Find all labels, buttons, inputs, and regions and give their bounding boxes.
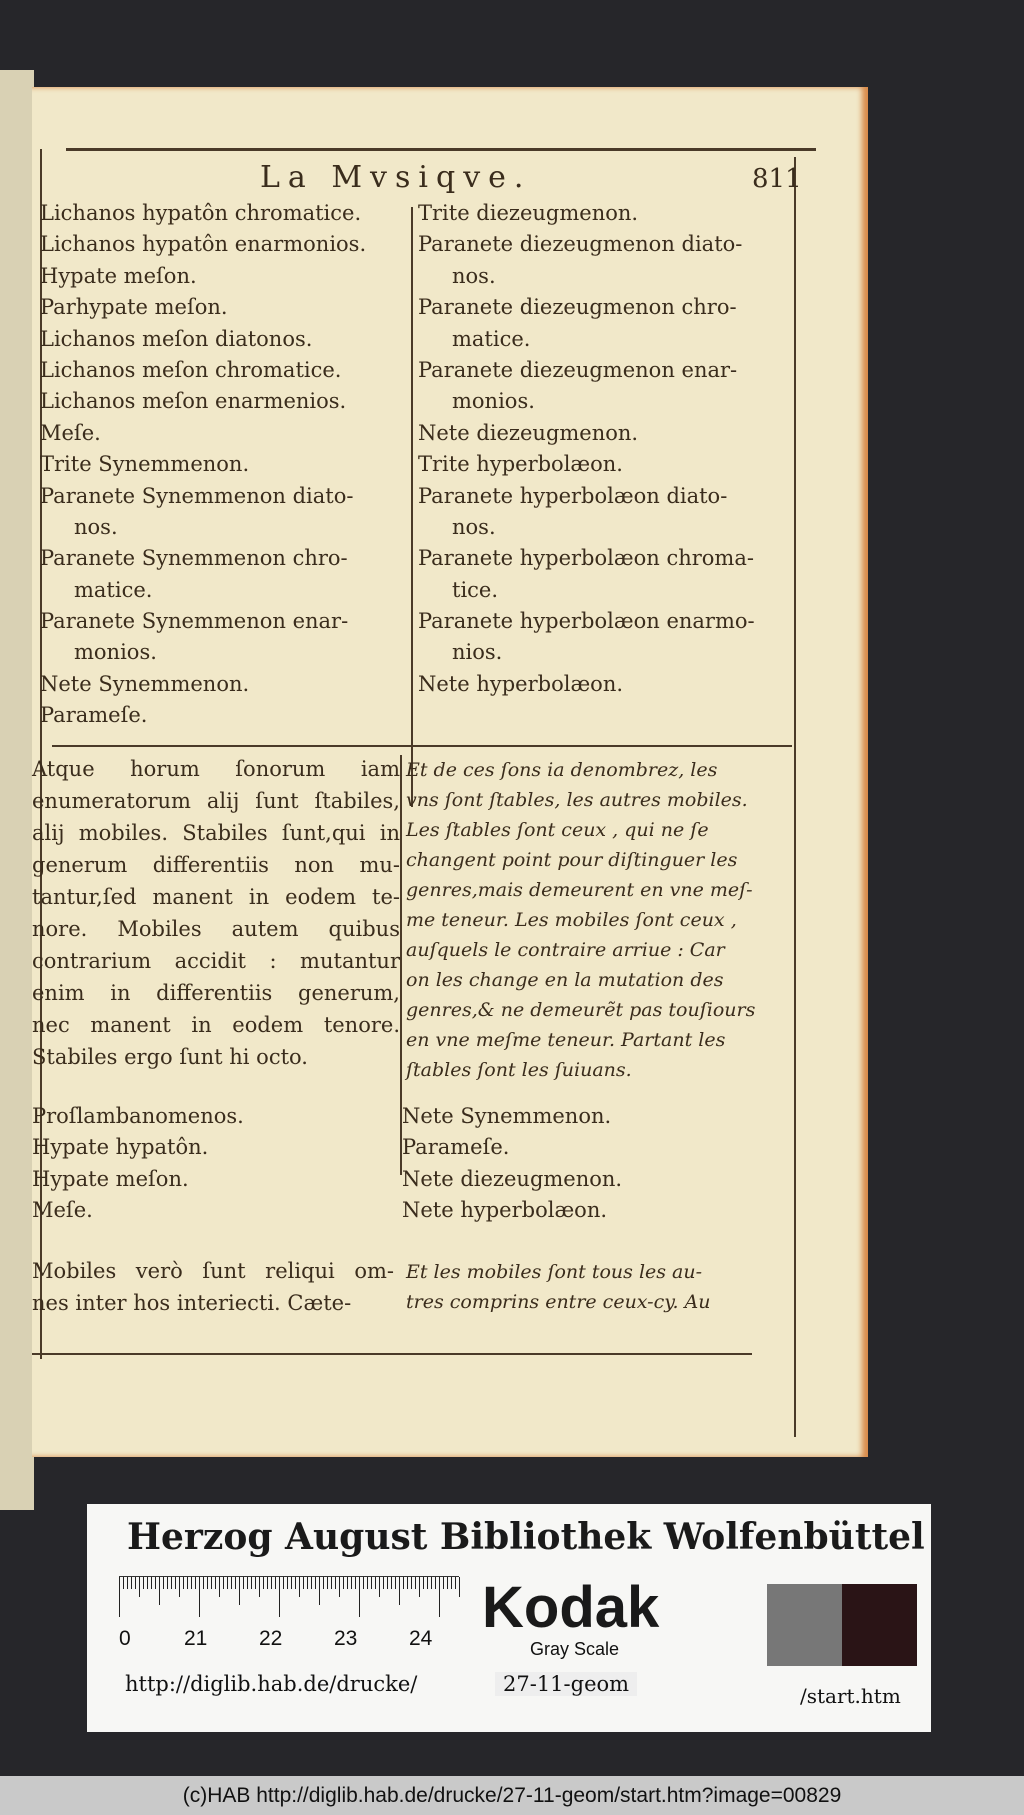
right-border — [794, 157, 796, 1437]
text-line: Mobiles verò ſunt reliqui om- — [32, 1259, 394, 1283]
ruler-tick — [395, 1577, 396, 1589]
ruler-tick — [131, 1577, 132, 1589]
text-line: Lichanos meſon chromatice. — [40, 357, 342, 382]
kodak-logo: Kodak — [482, 1575, 660, 1640]
ruler-tick — [151, 1577, 152, 1589]
text-line: generum differentiis non mu- — [32, 853, 400, 877]
ruler-tick — [327, 1577, 328, 1589]
text-line: tice. — [452, 577, 499, 602]
ruler-tick — [451, 1577, 452, 1589]
text-line: monios. — [74, 640, 157, 665]
url-part-2: 27-11-geom — [495, 1672, 637, 1696]
text-line: Paranete hyperbolæon diato- — [418, 483, 728, 508]
ruler-tick — [183, 1577, 184, 1589]
ruler-tick — [167, 1577, 168, 1589]
ruler-tick — [311, 1577, 312, 1589]
text-line: Nete hyperbolæon. — [402, 1198, 608, 1223]
text-line: nos. — [452, 263, 496, 288]
text-line: tres comprins entre ceux-cy. Au — [406, 1291, 711, 1313]
text-line: Paranete diezeugmenon enar- — [418, 357, 738, 382]
ruler-tick — [171, 1577, 172, 1589]
text-line: Parhypate meſon. — [40, 295, 228, 320]
ruler-tick — [179, 1577, 180, 1597]
ruler-number: 23 — [334, 1627, 358, 1650]
text-line: Lichanos meſon diatonos. — [40, 326, 313, 351]
ruler-tick — [399, 1577, 400, 1605]
column-divider — [411, 207, 413, 807]
ruler-tick — [379, 1577, 380, 1597]
ruler-tick — [219, 1577, 220, 1597]
text-line: Lichanos hypatôn enarmonios. — [40, 232, 367, 257]
ruler-tick — [435, 1577, 436, 1589]
text-line: Nete hyperbolæon. — [418, 671, 624, 696]
text-line: me teneur. Les mobiles ſont ceux , — [406, 909, 737, 931]
text-line: genres,mais demeurent en vne meſ- — [406, 879, 753, 901]
bottom-rule — [32, 1353, 752, 1355]
text-line: nore. Mobiles autem quibus — [32, 917, 400, 941]
text-line: Parameſe. — [40, 703, 148, 728]
ruler-tick — [175, 1577, 176, 1589]
text-line: Paranete diezeugmenon diato- — [418, 232, 743, 257]
ruler-tick — [295, 1577, 296, 1589]
ruler-tick — [191, 1577, 192, 1589]
ruler-tick — [159, 1577, 160, 1605]
ruler-tick — [195, 1577, 196, 1589]
ruler-tick — [147, 1577, 148, 1589]
ruler-tick — [291, 1577, 292, 1589]
text-line: Hypate meſon. — [40, 263, 197, 288]
ruler-tick — [363, 1577, 364, 1589]
ruler-tick — [271, 1577, 272, 1589]
text-line: Proſlambanomenos. — [32, 1104, 244, 1128]
ruler-tick — [187, 1577, 188, 1589]
text-line: en vne meſme teneur. Partant les — [406, 1029, 726, 1051]
text-line: nes inter hos interiecti. Cæte- — [32, 1291, 352, 1315]
text-line: contrarium accidit : mutantur — [32, 949, 400, 973]
ruler-tick — [371, 1577, 372, 1589]
url-part-3: /start.htm — [800, 1684, 901, 1708]
text-line: Hypate meſon. — [32, 1166, 189, 1191]
text-line: Trite Synemmenon. — [40, 452, 250, 477]
text-line: ſtables ſont les ſuiuans. — [406, 1059, 632, 1081]
ruler-tick — [335, 1577, 336, 1589]
footer-caption: (c)HAB http://diglib.hab.de/drucke/27-11-geom/start.htm?image=00829 — [0, 1776, 1024, 1815]
text-line: vns ſont ſtables, les autres mobiles. — [406, 789, 748, 811]
ruler-tick — [419, 1577, 420, 1597]
ruler-tick — [263, 1577, 264, 1589]
french-paragraph-2 — [406, 1257, 792, 1317]
ruler-tick — [407, 1577, 408, 1589]
ruler-tick — [427, 1577, 428, 1589]
ruler-tick — [127, 1577, 128, 1589]
ruler-tick — [123, 1577, 124, 1589]
ruler-tick — [135, 1577, 136, 1589]
text-line: alij mobiles. Stabiles ſunt,qui in — [32, 821, 400, 845]
ruler-tick — [267, 1577, 268, 1589]
library-name: Herzog August Bibliothek Wolfenbüttel — [127, 1516, 925, 1558]
ruler-tick — [439, 1577, 440, 1617]
text-line: Et de ces ſons ia denombrez, les — [406, 759, 718, 781]
ruler-tick — [359, 1577, 360, 1617]
ruler-tick — [447, 1577, 448, 1589]
text-line: Parameſe. — [402, 1135, 510, 1160]
ruler-tick — [287, 1577, 288, 1589]
gray-scale-label: Gray Scale — [530, 1639, 620, 1659]
text-line: changent point pour diſtinguer les — [406, 849, 738, 871]
text-line: matice. — [74, 577, 153, 602]
text-line: Nete Synemmenon. — [402, 1104, 612, 1128]
ruler-tick — [443, 1577, 444, 1589]
ruler-tick — [143, 1577, 144, 1589]
ruler-tick — [119, 1577, 120, 1617]
ruler-tick — [351, 1577, 352, 1589]
text-line: Nete diezeugmenon. — [402, 1166, 623, 1191]
text-line: auſquels le contraire arriue : Car — [406, 939, 725, 961]
ruler-tick — [423, 1577, 424, 1589]
ruler-tick — [431, 1577, 432, 1589]
ruler-tick — [403, 1577, 404, 1589]
ruler-tick — [235, 1577, 236, 1589]
ruler-tick — [275, 1577, 276, 1589]
ruler-tick — [255, 1577, 256, 1589]
text-line: Atque horum ſonorum iam — [32, 757, 400, 781]
ruler-tick — [243, 1577, 244, 1589]
ruler-tick — [315, 1577, 316, 1589]
text-line: Trite diezeugmenon. — [418, 201, 639, 225]
list-right — [418, 198, 755, 700]
color-target-card — [87, 1504, 931, 1732]
ruler-tick — [383, 1577, 384, 1589]
text-line: Paranete hyperbolæon enarmo- — [418, 609, 755, 634]
text-line: Paranete Synemmenon chro- — [40, 546, 348, 571]
ruler-tick — [343, 1577, 344, 1589]
url-part-1: http://diglib.hab.de/drucke/ — [125, 1672, 418, 1696]
text-line: Nete Synemmenon. — [40, 671, 250, 696]
ruler-tick — [303, 1577, 304, 1589]
text-line: Nete diezeugmenon. — [418, 420, 639, 445]
text-line: Lichanos meſon enarmenios. — [40, 389, 347, 414]
section-rule — [52, 745, 792, 747]
ruler-number: 0 — [119, 1627, 131, 1650]
text-line: genres,& ne demeurẽt pas touſiours — [406, 999, 756, 1021]
stable-list-french — [402, 1101, 622, 1227]
text-line: tantur,ſed manent in eodem te- — [32, 885, 400, 909]
latin-paragraph — [32, 753, 400, 1073]
ruler-tick — [411, 1577, 412, 1589]
ruler-tick — [239, 1577, 240, 1605]
french-paragraph — [406, 755, 792, 1085]
text-line: nos. — [452, 514, 496, 539]
text-line: enumeratorum alij ſunt ſtabiles, — [32, 789, 400, 813]
page-number: 811 — [752, 164, 802, 194]
ruler-tick — [247, 1577, 248, 1589]
ruler-tick — [155, 1577, 156, 1589]
gray-patch-black — [842, 1584, 917, 1666]
text-line: Meſe. — [40, 420, 101, 445]
ruler-tick — [387, 1577, 388, 1589]
ruler-tick — [231, 1577, 232, 1589]
text-line: Paranete hyperbolæon chroma- — [418, 546, 754, 571]
ruler-tick — [307, 1577, 308, 1589]
ruler-tick — [163, 1577, 164, 1589]
ruler-tick — [355, 1577, 356, 1589]
top-rule — [66, 148, 816, 151]
ruler-tick — [207, 1577, 208, 1589]
ruler-tick — [211, 1577, 212, 1589]
ruler-tick — [331, 1577, 332, 1589]
text-line: Meſe. — [32, 1198, 93, 1223]
text-line: Paranete diezeugmenon chro- — [418, 295, 737, 320]
ruler-tick — [391, 1577, 392, 1589]
text-line: nios. — [452, 640, 503, 665]
ruler-number: 24 — [409, 1627, 433, 1650]
ruler-tick — [347, 1577, 348, 1589]
ruler-tick — [455, 1577, 456, 1589]
text-line: Hypate hypatôn. — [32, 1135, 209, 1160]
ruler-tick — [199, 1577, 200, 1617]
text-line: on les change en la mutation des — [406, 969, 724, 991]
ruler-tick — [339, 1577, 340, 1597]
list-left — [40, 198, 366, 732]
ruler-tick — [227, 1577, 228, 1589]
text-line: Et les mobiles ſont tous les au- — [406, 1261, 703, 1283]
latin-paragraph-2 — [32, 1255, 394, 1319]
text-line: nos. — [74, 514, 118, 539]
stable-list-latin — [32, 1101, 244, 1227]
ruler-tick — [251, 1577, 252, 1589]
ruler-tick — [323, 1577, 324, 1589]
text-line: Trite hyperbolæon. — [418, 452, 623, 477]
ruler-tick — [375, 1577, 376, 1589]
text-line: monios. — [452, 389, 535, 414]
ruler-tick — [299, 1577, 300, 1597]
ruler-number: 22 — [259, 1627, 283, 1650]
previous-page-edge — [0, 70, 34, 1510]
ruler-tick — [279, 1577, 280, 1617]
text-line: Paranete Synemmenon enar- — [40, 609, 349, 634]
text-line: Paranete Synemmenon diato- — [40, 483, 354, 508]
text-line: Les ſtables ſont ceux , qui ne ſe — [406, 819, 709, 841]
book-page — [32, 87, 868, 1457]
text-line: matice. — [452, 326, 531, 351]
ruler-number: 21 — [184, 1627, 208, 1650]
ruler-tick — [283, 1577, 284, 1589]
text-line: Stabiles ergo ſunt hi octo. — [32, 1045, 308, 1069]
ruler-tick — [215, 1577, 216, 1589]
text-line: enim in differentiis generum, — [32, 981, 400, 1005]
page-header-title: La Mvsiqve. — [260, 160, 532, 195]
text-line: nec manent in eodem tenore. — [32, 1013, 400, 1037]
ruler-tick — [203, 1577, 204, 1589]
ruler-tick — [367, 1577, 368, 1589]
ruler-tick — [319, 1577, 320, 1605]
gray-patch-mid — [767, 1584, 842, 1666]
ruler-tick — [223, 1577, 224, 1589]
ruler-tick — [139, 1577, 140, 1597]
ruler-tick — [459, 1577, 460, 1597]
ruler-tick — [259, 1577, 260, 1597]
gray-patch-white — [692, 1584, 767, 1666]
ruler — [119, 1576, 459, 1650]
ruler-tick — [415, 1577, 416, 1589]
text-line: Lichanos hypatôn chromatice. — [40, 201, 362, 225]
